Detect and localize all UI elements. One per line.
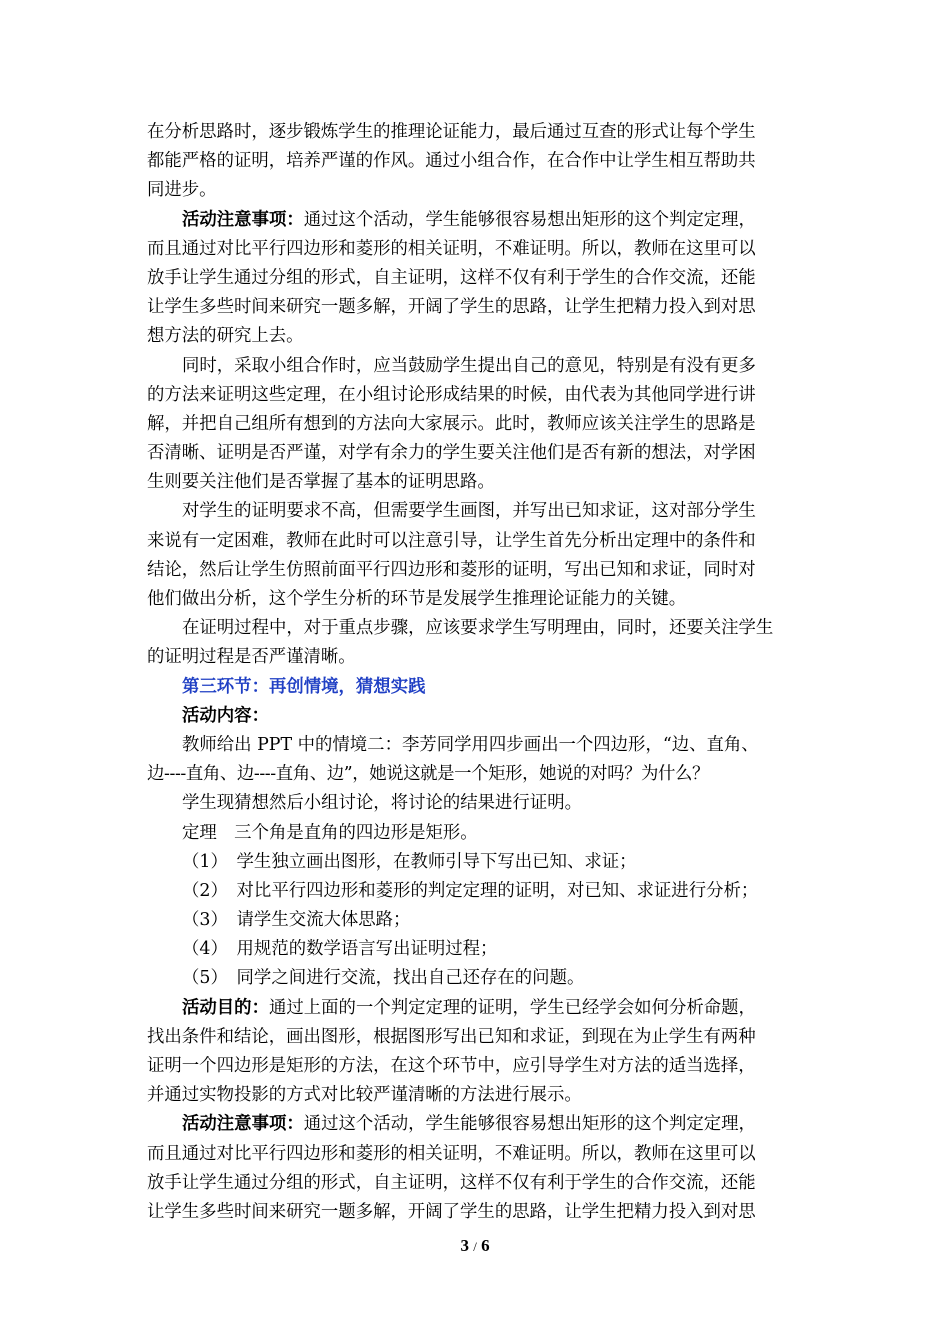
- text-line: 在证明过程中，对于重点步骤，应该要求学生写明理由，同时，还要关注学生: [182, 618, 774, 639]
- list-item: （3） 请学生交流大体思路；: [182, 910, 411, 931]
- text-line: 通过这个活动，学生能够很容易想出矩形的这个判定定理，: [303, 209, 756, 230]
- text-line: 的方法来证明这些定理，在小组讨论形成结果的时候，由代表为其他同学进行讲: [147, 384, 756, 405]
- paragraph-activity-notes: [147, 206, 809, 235]
- section-heading: 第三环节：再创情境，猜想实践: [182, 676, 426, 697]
- text-line: 教师给出 PPT 中的情境二：李芳同学用四步画出一个四边形，“边、直角、: [182, 734, 759, 755]
- paragraph-activity-purpose: [147, 994, 809, 1023]
- text-line: 让学生多些时间来研究一题多解，开阔了学生的思路，让学生把精力投入到对思: [147, 297, 756, 318]
- text-line: 放手让学生通过分组的形式，自主证明，这样不仅有利于学生的合作交流，还能: [147, 1172, 756, 1193]
- text-line: 找出条件和结论，画出图形，根据图形写出已知和求证，到现在为止学生有两种: [147, 1026, 756, 1047]
- paragraph-activity-notes: [147, 1110, 809, 1139]
- text-line: 的证明过程是否严谨清晰。: [147, 647, 356, 668]
- list-item: （2） 对比平行四边形和菱形的判定定理的证明，对已知、求证进行分析；: [182, 880, 759, 901]
- page-current: 3: [460, 1236, 469, 1255]
- text-line: 否清晰、证明是否严谨，对学有余力的学生要关注他们是否有新的想法，对学困: [147, 443, 756, 464]
- text-line: 而且通过对比平行四边形和菱形的相关证明，不难证明。所以，教师在这里可以: [147, 1143, 756, 1164]
- activity-notes-label: 活动注意事项：: [182, 1114, 304, 1135]
- text-line: 来说有一定困难，教师在此时可以注意引导，让学生首先分析出定理中的条件和: [147, 530, 756, 551]
- text-line: 都能严格的证明，培养严谨的作风。通过小组合作，在合作中让学生相互帮助共: [147, 151, 756, 172]
- theorem-line: 定理 三个角是直角的四边形是矩形。: [182, 822, 478, 843]
- text-line: 而且通过对比平行四边形和菱形的相关证明，不难证明。所以，教师在这里可以: [147, 238, 756, 259]
- page-total: 6: [481, 1236, 490, 1255]
- text-line: 学生现猜想然后小组讨论，将讨论的结果进行证明。: [182, 793, 582, 814]
- text-line: 放手让学生通过分组的形式，自主证明，这样不仅有利于学生的合作交流，还能: [147, 267, 756, 288]
- list-item: （4） 用规范的数学语言写出证明过程；: [182, 939, 498, 960]
- text-line: 同时，采取小组合作时，应当鼓励学生提出自己的意见，特别是有没有更多: [182, 355, 756, 376]
- text-line: 证明一个四边形是矩形的方法，在这个环节中，应引导学生对方法的适当选择，: [147, 1056, 756, 1076]
- text-line: 生则要关注他们是否掌握了基本的证明思路。: [147, 472, 495, 493]
- text-line: 对学生的证明要求不高，但需要学生画图，并写出已知求证，这对部分学生: [182, 501, 756, 522]
- activity-notes-label: 活动注意事项：: [182, 209, 304, 230]
- text-line: 并通过实物投影的方式对比较严谨清晰的方法进行展示。: [147, 1085, 582, 1106]
- page-separator: /: [473, 1239, 477, 1254]
- list-item: （5） 同学之间进行交流，找出自己还存在的问题。: [182, 968, 585, 989]
- text-line: 结论，然后让学生仿照前面平行四边形和菱形的证明，写出已知和求证，同时对: [147, 559, 756, 580]
- text-line: 想方法的研究上去。: [147, 326, 304, 347]
- text-line: 解，并把自己组所有想到的方法向大家展示。此时，教师应该关注学生的思路是: [147, 413, 756, 434]
- text-line: 他们做出分析，这个学生分析的环节是发展学生推理论证能力的关键。: [147, 589, 687, 609]
- text-line: 让学生多些时间来研究一题多解，开阔了学生的思路，让学生把精力投入到对思: [147, 1201, 756, 1222]
- text-line: 通过上面的一个判定定理的证明，学生已经学会如何分析命题，: [268, 997, 756, 1018]
- page-number: [0, 1236, 950, 1256]
- document-body: [147, 118, 809, 1227]
- text-line: 通过这个活动，学生能够很容易想出矩形的这个判定定理，: [303, 1114, 756, 1135]
- activity-purpose-label: 活动目的：: [182, 997, 269, 1018]
- list-item: （1） 学生独立画出图形，在教师引导下写出已知、求证；: [182, 851, 637, 872]
- text-line: 边----直角、边----直角、边”，她说这就是一个矩形，她说的对吗？为什么？: [147, 764, 710, 785]
- text-line: 同进步。: [147, 180, 217, 201]
- text-line: 在分析思路时，逐步锻炼学生的推理论证能力，最后通过互查的形式让每个学生: [147, 122, 756, 142]
- activity-content-label: 活动内容：: [182, 705, 269, 726]
